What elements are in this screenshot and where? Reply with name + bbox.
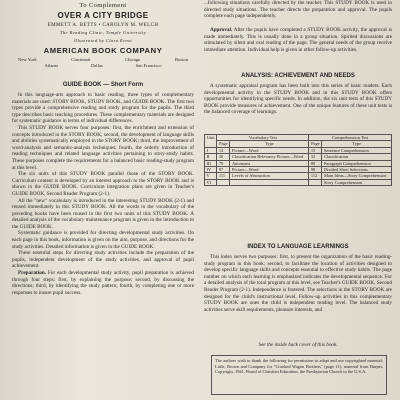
column-header: Unit — [205, 135, 217, 148]
table-cell: I — [205, 147, 217, 153]
column-header: Vocabulary Test — [217, 135, 309, 141]
see-inside-note: See the inside back cover of this book. — [258, 342, 338, 348]
unit-test-table — [204, 134, 392, 186]
analysis-heading: ANALYSIS: ACHIEVEMENT AND NEEDS — [241, 73, 355, 79]
table-cell: 97 — [217, 167, 230, 173]
analysis-text: A systematic appraisal program has been built into this series of basic readers. Each developmental activity in the STUDY BOOK and in this STUDY BOOK offers opportunities for identifying specific needs. In addition, the six unit tests of this STUDY BOOK provide measures of achievement. One of the unique features of these unit tests is the balanced coverage of learnings. — [204, 83, 392, 116]
table-row — [205, 179, 392, 185]
table-cell: 111 — [217, 173, 230, 179]
table-cell: II — [205, 154, 217, 160]
approval-text: After the pupils have completed a STUDY BOOK activity, the approval is made immediately. This is usually done in a group situation. Spirited discussions are stimulated by silent and oral reading of the page. The general needs of the group receive immediate attention. Individual help is given in other follow-up activities. — [204, 27, 392, 53]
paragraph: Systematic guidance is provided for directing developmental study activities. On each page in this book, information is given on the aim, purpose, and directions for the study activities. Detailed information is given in the GUIDE BOOK. — [12, 230, 194, 250]
paragraph: The six units of this STUDY BOOK parallel those of the STORY BOOK. Curriculum content is developed by an interest approach to the STORY BOOK and is shown in the GUIDE BOOK. Curriculum integration plans are given in Teacher's GUIDE BOOK, Second Reader Program (2-1). — [12, 171, 194, 197]
table-cell: VI — [205, 179, 217, 185]
table-cell: Sentence Comprehension — [322, 147, 392, 153]
table-cell: Antonyms — [230, 160, 309, 166]
column-header: Type — [230, 141, 309, 147]
cities-row-1 — [12, 57, 194, 62]
guide-book-heading: GUIDE BOOK — Short Form — [62, 82, 144, 88]
city: Boston — [174, 57, 188, 62]
guide-body — [12, 92, 194, 296]
approval-label: Approval. — [210, 27, 233, 33]
city: San Francisco — [135, 63, 162, 68]
column-header: Type — [322, 141, 392, 147]
preparation-paragraph — [12, 270, 194, 296]
city: Dallas — [90, 63, 103, 68]
paragraph: This STUDY BOOK serves four purposes: first, the enrichment and extension of concepts introduced in the STORY BOOK; second, the development of language skills and abilities systematically employed in the STORY BOOK; third, the improvement of word-analysis and semantic-analysis techniques; fourth, the orderly introduction of reading techniques and related language activities pertaining to story-study habits. These purposes complete the requirements for a balanced basic reading-study program at this level. — [12, 124, 194, 171]
table-cell: 112 — [309, 173, 322, 179]
table-cell — [217, 179, 230, 185]
authors: EMMETT A. BETTS • CAROLYN M. WELCH — [47, 23, 159, 28]
column-header: Page — [309, 141, 322, 147]
publisher: AMERICAN BOOK COMPANY — [43, 46, 163, 55]
table-cell: IV — [205, 167, 217, 173]
affiliation: The Reading Clinic, Temple University — [59, 30, 147, 35]
paragraph: These essential steps for directing study activities include the preparation of the pupils, independent development of the study activities, and approval of pupil achievement. — [12, 250, 194, 270]
paragraph: In this language-arts approach to basic reading, three types of complementary materials are used: STORY BOOK, STUDY BOOK, and GUIDE BOOK. The first two types provide a comprehensive reading and study program for the pupils. The third type describes basic teaching procedures. These complementary materials are designed for systematic guidance in terms of individual differences. — [12, 92, 194, 125]
city: Chicago — [125, 57, 141, 62]
paragraph: All the "new" vocabulary is introduced in the interesting STUDY BOOK (2-1) and reused immediately in this STUDY BOOK. All the words in the vocabulary of the preceding books have been reused in the first two units of this STUDY BOOK. A detailed analysis of the vocabulary maintenance program is given in the introduction to the GUIDE BOOK. — [12, 197, 194, 230]
table-cell: 14 — [217, 147, 230, 153]
footnote: The authors wish to thank the following for permission to adapt and use copyrighted material: Little, Brown and Company for "Crooked Wagon Brothers" (page 11); material from Harper, Copyright, 1941, Board of Christian Education, the Presbyterian Church in the U.S.A. — [215, 358, 383, 375]
table-cell: 32 — [309, 154, 322, 160]
table-cell: 30 — [217, 154, 230, 160]
illustrator: Illustrated by Clara Ernst — [74, 38, 132, 43]
table-cell: Levels of Abstraction — [230, 173, 309, 179]
table-cell — [230, 179, 309, 185]
footnote-box — [211, 355, 387, 395]
city: Cincinnati — [71, 57, 91, 62]
table-cell: III — [205, 160, 217, 166]
table-cell: Paragraph Comprehension — [322, 160, 392, 166]
city: Atlanta — [44, 63, 58, 68]
column-header: Comprehension Test — [309, 135, 392, 141]
preparation-text: For each developmental study activity, pupil preparation is achieved through four steps: first, by explaining the purpose; second, by discussing the directions; third, by identifying the study pattern; fourth, by completing one or more responses to insure pupil success. — [12, 270, 194, 296]
complement-line: To Complement — [79, 2, 127, 9]
table-cell: 80 — [309, 160, 322, 166]
table-cell: 79 — [217, 160, 230, 166]
index-text: This index serves two purposes: first, to present the organization of the basic reading-study program in this book; second, to facilitate the location of activities designed to develop specific language skills and concepts essential to effective study habits. The page number on which each learning is emphasized indicates the developmental sequence. For a detailed analysis of the total program at this level, see Teacher's GUIDE BOOK, Second Reader Program (2-1). Independence is fostered. The selections in the STORY BOOK are designed for the child's instructional level. Follow-up activities in this complementary STUDY BOOK are ones the child is independent reading level. The balanced study activities serve skill requirements, pleasure interests, and — [204, 254, 392, 313]
table-cell: 15 — [309, 147, 322, 153]
cities-row-2 — [12, 63, 194, 68]
table-cell: Classification Relevancy Picture—Word — [230, 154, 309, 160]
table-cell: Picture—Word — [230, 147, 309, 153]
table-cell: Classification — [322, 154, 392, 160]
table-cell: Story Comprehension — [322, 179, 392, 185]
table-cell: Picture—Word — [230, 167, 309, 173]
preparation-label: Preparation. — [18, 270, 46, 277]
approval-paragraph — [204, 27, 392, 53]
cover-header — [12, 2, 194, 68]
table-cell: Divided Short Selections — [322, 167, 392, 173]
index-heading: INDEX TO LANGUAGE LEARNINGS — [247, 244, 349, 250]
city: New York — [18, 57, 37, 62]
table-cell: 98 — [309, 167, 322, 173]
table-cell: V — [205, 173, 217, 179]
column-header: Page — [217, 141, 230, 147]
book-title: OVER A CITY BRIDGE — [57, 11, 149, 20]
table-cell: Main Ideas—Story Comprehension — [322, 173, 392, 179]
table-cell — [309, 179, 322, 185]
paragraph: ...following situations carefully directed by the teacher. This STUDY BOOK is used in directed study situations. The teacher directs the preparation and approval. The pupils complete each page independently. — [204, 0, 392, 20]
